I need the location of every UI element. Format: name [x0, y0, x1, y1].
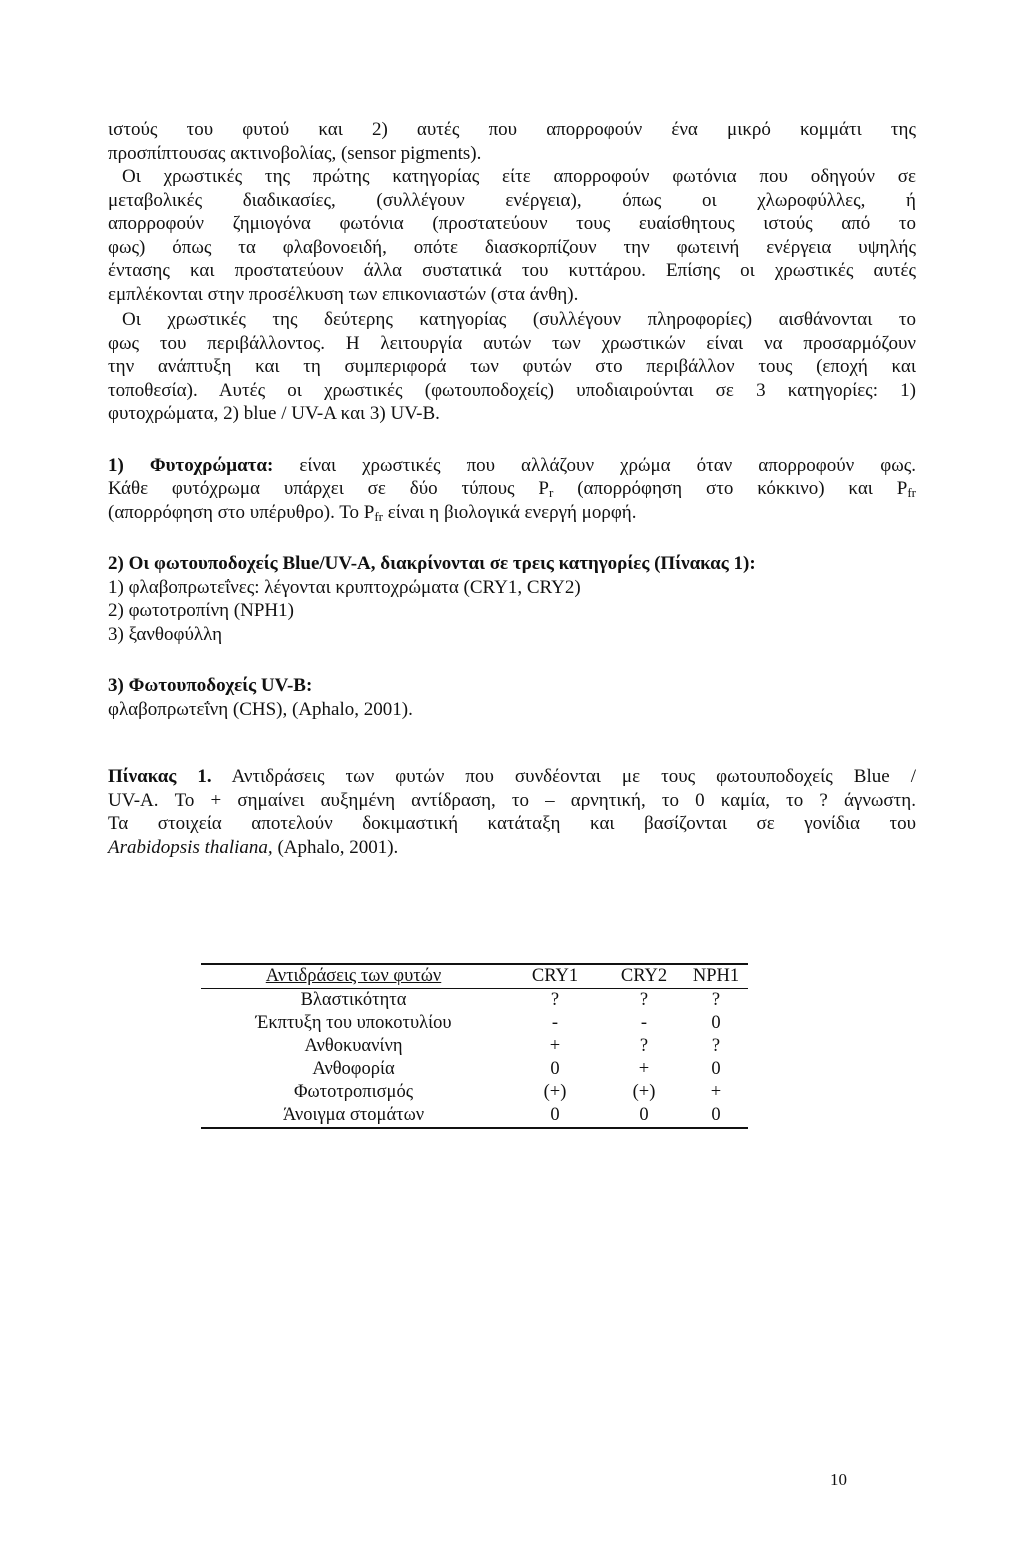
table-cell: +: [710, 1082, 722, 1102]
paragraph-line: προσπίπτουσας ακτινοβολίας, (sensor pigments).: [108, 142, 482, 164]
table-cell: 0: [550, 1059, 560, 1079]
table-caption-line: UV-A. Το + σημαίνει αυξημένη αντίδραση, το – αρνητική, το 0 καμία, το ? άγνωστη.: [108, 789, 916, 811]
table-header-row: [201, 964, 748, 989]
responses-table: [201, 963, 748, 1129]
column-header: CRY2: [620, 966, 668, 986]
column-header: CRY1: [531, 966, 579, 986]
table-cell: Άνοιγμα στομάτων: [282, 1105, 425, 1125]
table-cell: (+): [632, 1082, 656, 1102]
table-cell: ?: [639, 990, 649, 1010]
phytochrome-line-2: Κάθε φυτόχρωμα υπάρχει σε δύο τύπους $P_r$ (απορρόφηση στο κόκκινο) και $P_{fr}$: [108, 478, 916, 500]
phytochrome-heading: 1) Φυτοχρώματα:: [108, 454, 274, 476]
table-cell: 0: [711, 1013, 721, 1033]
phytochrome-line-3: (απορρόφηση στο υπέρυθρο). Το $P_{fr}$ είναι η βιολογικά ενεργή μορφή.: [108, 501, 637, 524]
paragraph-line: τοποθεσία). Αυτές οι χρωστικές (φωτουποδοχείς) υποδιαιρούνται σε 3 κατηγορίες: 1): [108, 379, 916, 401]
table-cell: 0: [639, 1105, 649, 1125]
phytochrome-line-1: 1) Φυτοχρώματα: είναι χρωστικές που αλλάζουν χρώμα όταν απορροφούν φως.: [108, 454, 916, 476]
table-cell: Ανθοφορία: [312, 1059, 395, 1079]
paragraph-line: απορροφούν ζημιογόνα φωτόνια (προστατεύουν τους ευαίσθητους ιστούς από το: [108, 213, 916, 234]
blue-uva-heading: 2) Οι φωτουποδοχείς Blue/UV-A, διακρίνονται σε τρεις κατηγορίες (Πίνακας 1):: [108, 553, 756, 574]
table-caption-line: Τα στοιχεία αποτελούν δοκιμαστική κατάταξη και βασίζονται σε γονίδια του: [108, 813, 916, 834]
paragraph-line: ιστούς του φυτού και 2) αυτές που απορροφούν ένα μικρό κομμάτι της: [108, 119, 916, 140]
column-header: NPH1: [692, 966, 740, 986]
table-caption-line: Πίνακας 1. Αντιδράσεις των φυτών που συνδέονται με τους φωτουποδοχείς Blue /: [108, 766, 916, 787]
table-cell: -: [640, 1013, 648, 1033]
table-cell: 0: [711, 1105, 721, 1125]
table-cell: +: [638, 1059, 650, 1079]
paragraph-line: μεταβολικές διαδικασίες, (συλλέγουν ενέργεια), όπως οι χλωροφύλλες, ή: [108, 189, 916, 211]
table-cell: ?: [550, 990, 560, 1010]
list-item: 2) φωτοτροπίνη (NPH1): [108, 600, 294, 621]
table-cell: ?: [711, 990, 721, 1010]
table-caption-line: Arabidopsis thaliana, (Aphalo, 2001).: [108, 836, 399, 858]
table-row: [201, 1058, 748, 1081]
table-row: [201, 989, 748, 1013]
paragraph-line: φως του περιβάλλοντος. Η λειτουργία αυτών των χρωστικών είναι να προσαρμόζουν: [108, 332, 916, 354]
column-header: Αντιδράσεις των φυτών: [265, 966, 442, 986]
table-cell: Ανθοκυανίνη: [304, 1036, 403, 1056]
table-caption-label: Πίνακας 1.: [108, 766, 212, 787]
table-cell: Έκπτυξη του υποκοτυλίου: [255, 1013, 452, 1033]
list-item: 1) φλαβοπρωτεΐνες: λέγονται κρυπτοχρώματα (CRY1, CRY2): [108, 576, 581, 598]
paragraph-line: έντασης και προστατεύουν άλλα συστατικά του κυττάρου. Επίσης οι χρωστικές αυτές: [108, 260, 916, 281]
document-body: [108, 118, 916, 859]
table-cell: +: [549, 1036, 561, 1056]
table-cell: (+): [543, 1082, 567, 1102]
paragraph-line: εμπλέκονται στην προσέλκυση των επικονιαστών (στα άνθη).: [108, 283, 579, 305]
table-cell: -: [551, 1013, 559, 1033]
table-cell: 0: [711, 1059, 721, 1079]
table-row: [201, 1012, 748, 1035]
paragraph-line: Οι χρωστικές της πρώτης κατηγορίας είτε απορροφούν φωτόνια που οδηγούν σε: [122, 166, 916, 187]
table-cell: ?: [711, 1036, 721, 1056]
table-row: [201, 1104, 748, 1128]
table-cell: Βλαστικότητα: [300, 990, 407, 1010]
paragraph-line: την ανάπτυξη και τη συμπεριφορά των φυτών στο περιβάλλον τους (εποχή και: [108, 356, 916, 377]
paragraph-line: φυτοχρώματα, 2) blue / UV-A και 3) UV-B.: [108, 403, 440, 424]
table-cell: ?: [639, 1036, 649, 1056]
table-cell: 0: [550, 1105, 560, 1125]
paragraph-line: φως) όπως τα φλαβονοειδή, οπότε διασκορπίζουν την φωτεινή ενέργεια υψηλής: [108, 236, 916, 258]
table-cell: Φωτοτροπισμός: [293, 1082, 414, 1102]
uvb-heading: 3) Φωτουποδοχείς UV-B:: [108, 675, 313, 696]
table-row: [201, 1081, 748, 1104]
paragraph-line: Οι χρωστικές της δεύτερης κατηγορίας (συλλέγουν πληροφορίες) αισθάνονται το: [122, 309, 916, 330]
page-number: 10: [830, 1470, 847, 1489]
list-item: 3) ξανθοφύλλη: [108, 623, 223, 645]
table-row: [201, 1035, 748, 1058]
uvb-line: φλαβοπρωτεΐνη (CHS), (Aphalo, 2001).: [108, 698, 413, 720]
